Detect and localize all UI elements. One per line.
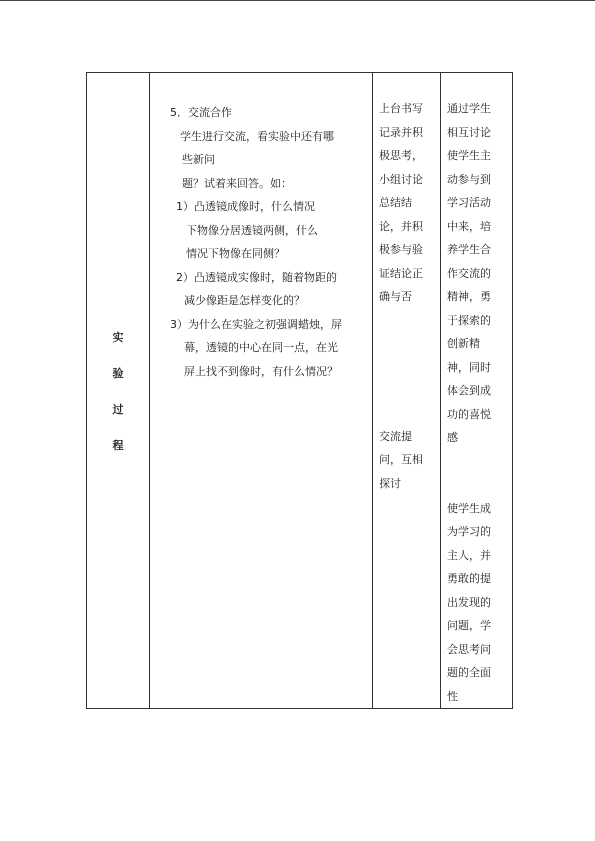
student-activity-cell <box>373 73 441 709</box>
content-line: 减少像距是怎样变化的？ <box>184 294 305 307</box>
content-line: 5．交流合作 <box>170 106 232 119</box>
page-top-rule <box>0 0 595 1</box>
teaching-content-cell <box>150 73 373 709</box>
student-activity-1: 上台书写 记录并积 极思考， 小组讨论 总结结 论，并积 极参与验 证结论正 确与否 <box>379 102 423 303</box>
content-line: 2）凸透镜成实像时，随着物距的 <box>176 270 337 284</box>
section-label-cell <box>87 73 150 709</box>
content-line: 幕，透镜的中心在同一点，在光 <box>184 341 338 354</box>
content-line: 题？试着来回答。如： <box>182 176 292 190</box>
section-label: 实 验 过 程 <box>112 330 124 452</box>
design-intent-1: 通过学生 相互讨论 使学生主 动参与到 学习活动 中来，培 养学生合 作交流的 精神，勇 于探索的 创新精 神，同时 体会到成 功的喜悦 感 <box>447 102 491 444</box>
table-row <box>87 73 513 709</box>
content-line: 3）为什么在实验之初强调蜡烛，屏 <box>170 317 342 331</box>
teaching-content <box>150 73 372 383</box>
content-line: 情况下物像在同侧？ <box>186 247 285 260</box>
lesson-plan-table <box>86 72 513 709</box>
design-intent-cell <box>441 73 513 709</box>
student-activity-2: 交流提 问，互相 探讨 <box>379 429 423 490</box>
content-line: 屏上找不到像时，有什么情况？ <box>184 364 338 378</box>
design-intent-2: 使学生成 为学习的 主人，并 勇敢的提 出发现的 问题，学 会思考问 题的全面 性 <box>447 501 491 703</box>
content-line: 下物像分居透镜两侧，什么 <box>186 223 318 237</box>
content-line: 1）凸透镜成像时，什么情况 <box>176 200 315 213</box>
content-line: 些新问 <box>182 153 215 166</box>
content-line: 学生进行交流，看实验中还有哪 <box>180 129 334 143</box>
